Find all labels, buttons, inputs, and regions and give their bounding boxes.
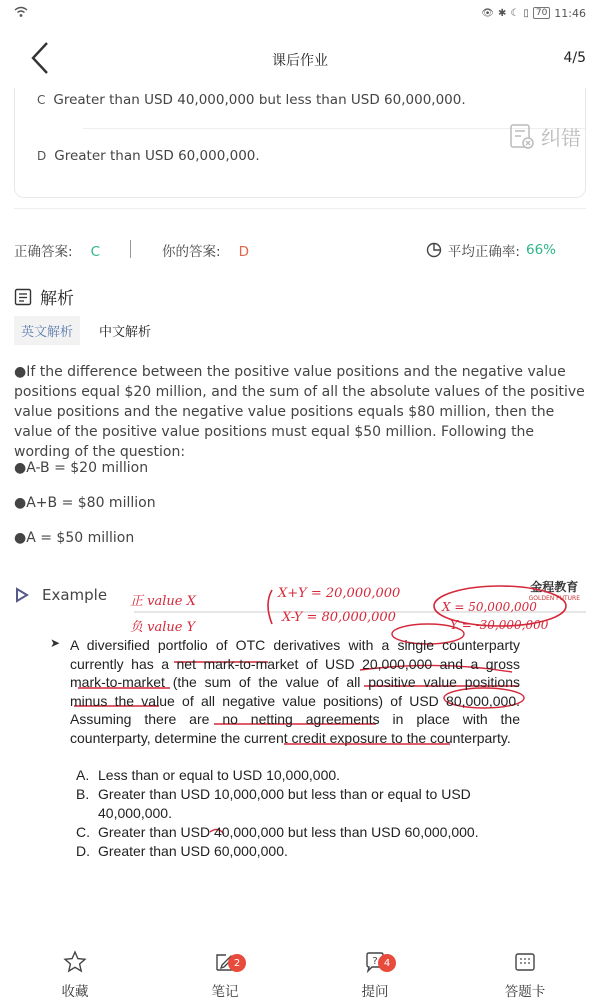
example-choices — [76, 766, 536, 861]
report-error-label: 纠错 — [541, 126, 581, 150]
ask-label: 提问 — [361, 984, 389, 1000]
handwritten-note: 正 value X — [130, 594, 196, 609]
option-d[interactable] — [37, 148, 260, 164]
favorite-button[interactable] — [0, 942, 150, 1000]
wifi-icon — [14, 6, 28, 21]
grid-icon — [512, 950, 538, 974]
svg-text:?: ? — [372, 956, 378, 967]
answer-card-button[interactable] — [450, 942, 600, 1000]
analysis-tabs — [14, 316, 158, 345]
nav-bar — [0, 26, 600, 90]
analysis-header — [14, 284, 74, 309]
tab-english-analysis[interactable]: 英文解析 — [14, 316, 80, 345]
correct-answer-value: C — [90, 244, 100, 260]
bottom-toolbar — [0, 942, 600, 1000]
battery-level: 70 — [533, 7, 550, 19]
your-answer-value: D — [238, 244, 249, 260]
brand-logo — [529, 578, 580, 602]
example-slide-image — [14, 576, 586, 876]
question-progress: 4/5 — [563, 50, 586, 66]
analysis-paragraph: ●If the difference between the positive value positions and the negative value positions equal $20 million, and the sum of all the absolute values of the positive value positions and the negative value positions equals $80 million, then the value of the positive value positions must equal $50 million. Following the wording of the question: — [14, 364, 585, 460]
brand-logo-sub: GOLDEN FUTURE — [528, 595, 580, 602]
option-text: Greater than USD 60,000,000. — [54, 148, 260, 164]
example-title-text: Example — [42, 586, 108, 604]
handwritten-note: X-Y = 80,000,000 — [282, 610, 396, 625]
example-choice: C. Greater than USD 40,000,000 but less than USD 60,000,000. — [76, 824, 479, 840]
answer-card-label: 答题卡 — [504, 984, 546, 1000]
average-accuracy-value: 66% — [525, 242, 556, 258]
brand-logo-text: 金程教育 — [530, 580, 579, 594]
options-card — [14, 88, 586, 198]
pie-chart-icon — [426, 242, 442, 258]
notes-button[interactable] — [150, 942, 300, 1000]
example-choice: B. Greater than USD 10,000,000 but less than or equal to USD 40,000,000. — [76, 786, 471, 821]
bullet-arrow-icon: ➤ — [50, 636, 61, 650]
ask-count-badge: 4 — [378, 954, 396, 972]
handwritten-note: X+Y = 20,000,000 — [278, 586, 401, 601]
tab-chinese-analysis[interactable]: 中文解析 — [99, 325, 152, 340]
bluetooth-icon: ✱ — [497, 7, 507, 19]
analysis-title: 解析 — [40, 289, 74, 309]
option-c[interactable] — [37, 92, 466, 108]
separator — [130, 240, 131, 258]
status-right — [481, 7, 586, 20]
example-logo-icon — [14, 587, 30, 603]
average-accuracy — [426, 240, 556, 260]
clock: 11:46 — [554, 6, 586, 20]
report-error-icon — [509, 123, 535, 151]
your-answer-label: 你的答案: — [162, 244, 221, 260]
example-title — [14, 586, 107, 604]
vibrate-icon: ▯ — [523, 7, 529, 19]
notes-label: 笔记 — [211, 984, 239, 1000]
moon-icon: ☾ — [510, 7, 520, 19]
status-bar — [0, 0, 600, 26]
option-text: Greater than USD 40,000,000 but less than USD 60,000,000. — [53, 92, 466, 108]
your-answer — [162, 240, 249, 260]
divider — [14, 208, 586, 209]
page-title: 课后作业 — [272, 53, 328, 69]
option-letter: D — [37, 149, 47, 163]
analysis-bullet: ●A+B = $80 million — [14, 495, 156, 511]
ask-button[interactable] — [300, 942, 450, 1000]
handwritten-note: X = 50,000,000 — [442, 600, 537, 614]
star-icon — [62, 950, 88, 974]
correct-answer — [14, 240, 100, 260]
handwritten-note: 负 value Y — [130, 620, 196, 635]
example-choice: D. Greater than USD 60,000,000. — [76, 843, 288, 859]
favorite-label: 收藏 — [61, 984, 89, 1000]
average-accuracy-label: 平均正确率: — [447, 244, 520, 260]
analysis-bullet: ●A = $50 million — [14, 530, 135, 546]
document-icon — [14, 288, 32, 306]
analysis-bullet: ●A-B = $20 million — [14, 460, 149, 476]
answer-summary — [14, 240, 586, 260]
example-question: A diversified portfolio of OTC derivatives with a single counterparty currently has a net mark-to-market of USD 20,000,000 and a gross mark-to-market (the sum of the value of all positive value positions minus the value of all negative value positions) of USD 80,000,000. Assuming there are no netting agreements in place with the counterparty, determine the current credit exposure to the counterparty. — [70, 637, 520, 746]
eye-icon: 👁 — [481, 7, 494, 19]
option-letter: C — [37, 93, 46, 107]
notes-count-badge: 2 — [228, 954, 246, 972]
example-choice: A. Less than or equal to USD 10,000,000. — [76, 767, 341, 783]
correct-answer-label: 正确答案: — [14, 244, 73, 260]
report-error-button[interactable] — [509, 122, 581, 151]
handwritten-note: Y = -30,000,000 — [450, 618, 549, 632]
